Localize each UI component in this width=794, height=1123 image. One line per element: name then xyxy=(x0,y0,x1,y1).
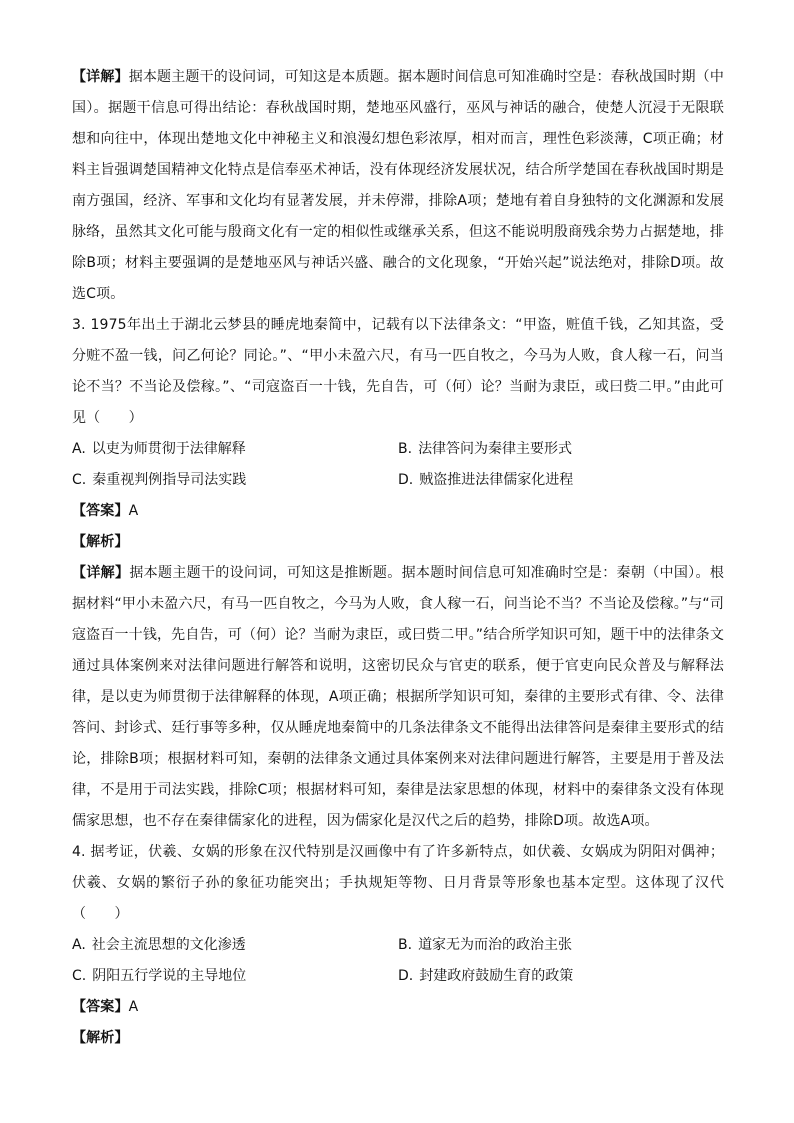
q3-options xyxy=(72,434,724,496)
option-text: 社会主流思想的文化渗透 xyxy=(91,937,246,953)
detail-text: 据本题主题干的设问词，可知这是本质题。据本题时间信息可知准确时空是：春秋战国时期（中国）。据题干信息可得出结论：春秋战国时期，楚地巫风盛行，巫风与神话的融合，使楚人沉浸于无限联想和向往中，体现出楚地文化中神秘主义和浪漫幻想色彩浓厚，相对而言，理性色彩淡薄，C项正确；材料主旨强调楚国精神文化特点是信奉巫术神话，没有体现经济发展状况，结合所学楚国在春秋战国时期是南方强国，经济、军事和文化均有显著发展，并未停滞，排除A项；楚地有着自身独特的文化渊源和发展脉络，虽然其文化可能与殷商文化有一定的相似性或继承关系，但这不能说明殷商残余势力占据楚地，排除B项；材料主要强调的是楚地巫风与神话兴盛、融合的文化现象，“开始兴起”说法绝对，排除D项。故选C项。 xyxy=(72,69,724,302)
option-text: 封建政府鼓励生育的政策 xyxy=(419,968,574,984)
q3-option-d xyxy=(398,465,724,496)
q3-option-b xyxy=(398,434,724,465)
q4-option-a xyxy=(72,930,398,961)
q4-options xyxy=(72,930,724,992)
q3-option-a xyxy=(72,434,398,465)
option-text: 以吏为师贯彻于法律解释 xyxy=(91,441,246,457)
q3-detail-paragraph xyxy=(72,558,724,837)
page-content xyxy=(72,62,724,1054)
q4-option-b xyxy=(398,930,724,961)
q4-option-c xyxy=(72,961,398,992)
option-letter: A. xyxy=(72,937,86,953)
answer-value: A xyxy=(128,999,139,1015)
option-letter: C. xyxy=(72,968,87,984)
option-letter: B. xyxy=(398,441,413,457)
option-text: 法律答问为秦律主要形式 xyxy=(418,441,573,457)
answer-value: A xyxy=(128,503,139,519)
option-letter: B. xyxy=(398,937,413,953)
option-text: 道家无为而治的政治主张 xyxy=(418,937,573,953)
detail-text: 据本题主题干的设问词，可知这是推断题。据本题时间信息可知准确时空是：秦朝（中国）。根据材料“甲小未盈六尺，有马一匹自牧之，今马为人败，食人稼一石，问当论不当？不当论及偿稼。”与“司寇盗百一十钱，先自告，可（何）论？当耐为隶臣，或曰赀二甲。”结合所学知识可知，题干中的法律条文通过具体案例来对法律问题进行解答和说明，这密切民众与官吏的联系，便于官吏向民众普及与解释法律，是以吏为师贯彻于法律解释的体现，A项正确；根据所学知识可知，秦律的主要形式有律、令、法律答问、封诊式、廷行事等多种，仅从睡虎地秦简中的几条法律条文不能得出法律答问是秦律主要形式的结论，排除B项；根据材料可知，秦朝的法律条文通过具体案例来对法律问题进行解答，主要是用于普及法律，不是用于司法实践，排除C项；根据材料可知，秦律是法家思想的体现，材料中的秦律条文没有体现儒家思想，也不存在秦律儒家化的进程，因为儒家化是汉代之后的趋势，排除D项。故选A项。 xyxy=(72,565,724,829)
option-letter: D. xyxy=(398,472,414,488)
option-text: 贼盗推进法律儒家化进程 xyxy=(419,472,574,488)
option-letter: A. xyxy=(72,441,86,457)
q3-stem: 3. 1975年出土于湖北云梦县的睡虎地秦简中，记载有以下法律条文：“甲盗，赃值千钱，乙知其盗，受分赃不盈一钱，问乙何论？同论。”、“甲小未盈六尺，有马一匹自牧之，今马为人败，食人稼一石，问当论不当？不当论及偿稼。”、“司寇盗百一十钱，先自告，可（何）论？当耐为隶臣，或曰赀二甲。”由此可见（ ） xyxy=(72,317,724,426)
answer-tag: 【答案】 xyxy=(72,503,129,519)
detail-tag: 【详解】 xyxy=(72,69,129,85)
q3-analysis-heading xyxy=(72,527,724,558)
q3-option-c xyxy=(72,465,398,496)
q3-answer xyxy=(72,496,724,527)
option-letter: C. xyxy=(72,472,87,488)
q4-option-d xyxy=(398,961,724,992)
answer-tag: 【答案】 xyxy=(72,999,129,1015)
q4-stem: 4. 据考证，伏羲、女娲的形象在汉代特别是汉画像中有了许多新特点，如伏羲、女娲成为阴阳对偶神；伏羲、女娲的繁衍子孙的象征功能突出；手执规矩等物、日月背景等形象也基本定型。这体现了汉代（ ） xyxy=(72,844,724,922)
analysis-tag: 【解析】 xyxy=(72,534,129,550)
q4-answer xyxy=(72,992,724,1023)
q2-detail-paragraph xyxy=(72,62,724,310)
detail-tag: 【详解】 xyxy=(72,565,130,581)
option-letter: D. xyxy=(398,968,414,984)
option-text: 阴阳五行学说的主导地位 xyxy=(92,968,247,984)
option-text: 秦重视判例指导司法实践 xyxy=(92,472,247,488)
q4-analysis-heading xyxy=(72,1023,724,1054)
analysis-tag: 【解析】 xyxy=(72,1030,129,1046)
